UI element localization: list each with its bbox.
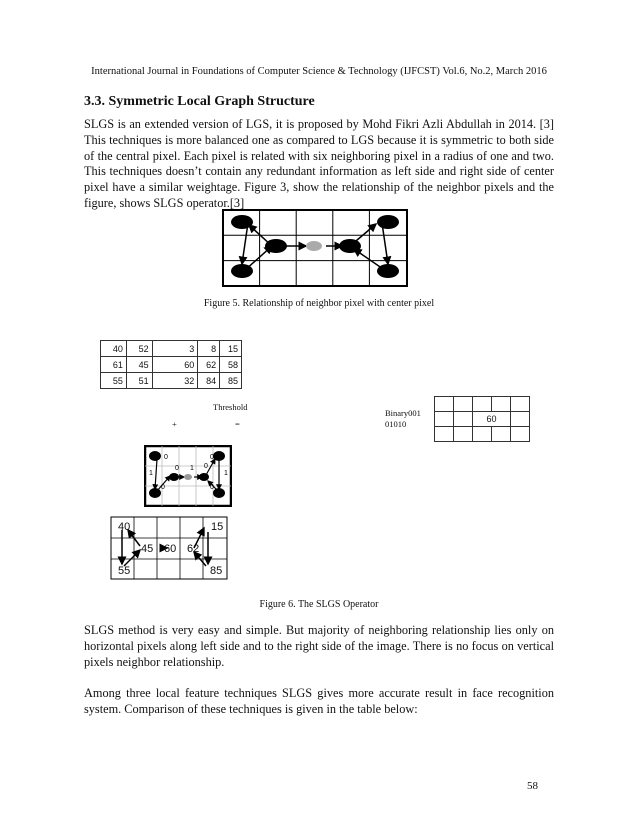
figure5-node-top-right — [377, 215, 399, 229]
bit-label: 1 — [149, 470, 153, 477]
journal-header: International Journal in Foundations of Computer Science & Technology (IJFCST) Vol.6, No.2, March 2016 — [91, 66, 547, 77]
table-cell: 15 — [220, 341, 242, 357]
bit-label: 0 — [161, 484, 165, 491]
paragraph-intro-text: SLGS is an extended version of LGS, it is proposed by Mohd Fikri Azli Abdullah in 2014. [3] This techniques is more balanced one as compared to LGS because it is symmetric to both side of the central pixel. Each pixel is related with six neighboring pixel in a radius of one and two. This techniques doesn’t contain any redundant information as left side and right side of center pixel have a similar weightage. Figure 3, show the relationship of the neighbor pixels and the figure, shows SLGS operator.[3] — [84, 117, 554, 210]
figure5-node-top-left — [231, 215, 253, 229]
paragraph-slgs-method — [84, 623, 554, 670]
figure5-diagram — [222, 209, 408, 287]
table-row — [101, 341, 242, 357]
graph-value-center: 60 — [164, 543, 177, 555]
pixel-table — [100, 340, 242, 389]
section-title: 3.3. Symmetric Local Graph Structure — [84, 94, 315, 109]
plus-sign: + — [172, 419, 177, 429]
binary-label-line1: Binary001 — [385, 408, 421, 418]
graph-values-diagram — [110, 516, 228, 580]
table-cell: 52 — [126, 341, 152, 357]
table-cell: 45 — [126, 357, 152, 373]
threshold-label: Threshold — [213, 402, 248, 412]
figure5-node-bottom-right — [377, 264, 399, 278]
graph-value-mid-left: 45 — [141, 543, 154, 555]
table-cell: 3 — [152, 341, 198, 357]
figure5-node-mid-right — [339, 239, 361, 253]
equals-sign: = — [235, 419, 240, 429]
graph-value-bottom-right: 85 — [210, 565, 223, 577]
graph-value-top-right: 15 — [211, 521, 224, 533]
binary-grid-center: 60 — [473, 412, 511, 427]
figure5-caption: Figure 5. Relationship of neighbor pixel with center pixel — [203, 298, 435, 309]
bit-label: 0 — [204, 463, 208, 470]
table-row — [101, 357, 242, 373]
table-cell: 62 — [198, 357, 220, 373]
graph-value-mid-right: 62 — [187, 543, 200, 555]
table-cell: 58 — [220, 357, 242, 373]
binary-pattern-diagram — [144, 445, 232, 507]
page-number: 58 — [527, 780, 538, 792]
table-row — [435, 397, 530, 412]
table-row — [435, 427, 530, 442]
table-cell: 60 — [152, 357, 198, 373]
table-cell: 8 — [198, 341, 220, 357]
bit-label: 0 — [210, 484, 214, 491]
figure5-node-bottom-left — [231, 264, 253, 278]
bit-label: 0 — [210, 454, 214, 461]
table-cell: 55 — [101, 373, 127, 389]
binary-label-line2: 01010 — [385, 419, 407, 429]
paragraph-slgs-method-text: SLGS method is very easy and simple. But majority of neighboring relationship lies only on horizontal pixels along left side and to the right side of the image. There is no focus on vertical pixels neighbor relationship. — [84, 623, 554, 669]
paragraph-comparison-text: Among three local feature techniques SLGS gives more accurate result in face recognition system. Comparison of these techniques is given in the table below: — [84, 686, 554, 716]
paragraph-comparison — [84, 686, 554, 718]
table-row — [101, 373, 242, 389]
graph-value-bottom-left: 55 — [118, 565, 131, 577]
table-cell: 40 — [101, 341, 127, 357]
figure5-node-mid-left — [265, 239, 287, 253]
table-cell: 51 — [126, 373, 152, 389]
bit-label: 0 — [175, 465, 179, 472]
binary-grid — [434, 396, 530, 442]
figure6-caption: Figure 6. The SLGS Operator — [259, 599, 379, 610]
bit-label: 1 — [224, 470, 228, 477]
table-row — [435, 412, 530, 427]
table-cell: 84 — [198, 373, 220, 389]
figure5-node-center — [306, 241, 322, 251]
graph-value-top-left: 40 — [118, 521, 131, 533]
bit-label: 1 — [190, 465, 194, 472]
table-cell: 61 — [101, 357, 127, 373]
paragraph-intro — [84, 117, 554, 212]
table-cell: 85 — [220, 373, 242, 389]
binary-label — [385, 408, 421, 430]
bit-label: 0 — [164, 454, 168, 461]
table-cell: 32 — [152, 373, 198, 389]
